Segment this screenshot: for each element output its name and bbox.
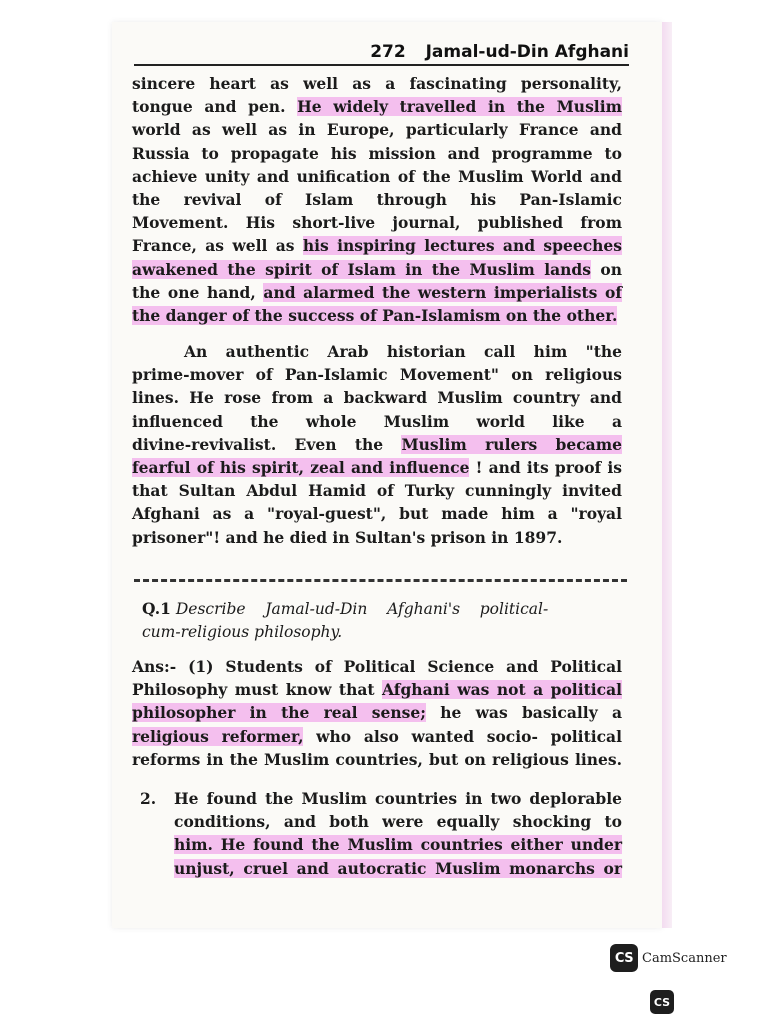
- page-edge: [662, 22, 672, 928]
- highlight: philosopher in the real sense;: [132, 703, 426, 723]
- text-line: He found the Muslim countries in two deplorable: [174, 789, 622, 808]
- text-line: fearful of his spirit, zeal and influence ! and its proof is: [132, 458, 622, 478]
- point-number: 2.: [140, 789, 157, 808]
- text-line: France, as well as his inspiring lectures and speeches: [132, 236, 623, 256]
- answer-block: [132, 655, 622, 771]
- paragraph-2: [132, 340, 622, 549]
- highlight: fearful of his spirit, zeal and influence: [132, 458, 470, 478]
- highlight: Afghani was not a political: [382, 680, 623, 700]
- text-line: [174, 833, 622, 856]
- text-line: [174, 857, 622, 880]
- text-line: that Sultan Abdul Hamid of Turky cunningly invited: [132, 481, 622, 501]
- section-divider: [134, 579, 627, 582]
- text-line: Russia to propagate his mission and programme to: [132, 143, 622, 163]
- highlight: religious reformer,: [132, 726, 304, 746]
- text-line: achieve unity and unification of the Muslim World and: [132, 166, 622, 186]
- text-line: world as well as in Europe, particularly France and: [132, 120, 622, 140]
- highlight: He widely travelled in the Muslim: [297, 97, 622, 117]
- text-line: An authentic Arab historian call him "the: [184, 342, 622, 361]
- text-line: awakened the spirit of Islam in the Muslim lands on: [132, 259, 622, 279]
- running-header: [134, 42, 629, 66]
- text-line: conditions, and both were equally shocking to: [174, 812, 622, 832]
- question-label: Q.1: [142, 599, 171, 618]
- highlight: awakened the spirit of Islam in the Muslim lands: [132, 259, 591, 279]
- highlight: unjust, cruel and autocratic Muslim monarchs or: [174, 858, 622, 878]
- camscanner-logo-icon: CS: [610, 944, 638, 972]
- camscanner-logo-icon: CS: [650, 990, 674, 1014]
- running-title: Jamal-ud-Din Afghani: [425, 42, 629, 62]
- camscanner-watermark: [610, 944, 727, 972]
- text-line: divine-revivalist. Even the Muslim rulers became: [132, 434, 622, 454]
- book-page: [112, 22, 662, 928]
- paragraph-1: [132, 72, 622, 327]
- highlight: his inspiring lectures and speeches: [302, 236, 623, 256]
- page-number: 272: [370, 42, 406, 62]
- text-line: sincere heart as well as a fascinating personality,: [132, 74, 622, 93]
- text-line: Movement. His short-live journal, published from: [132, 213, 622, 233]
- text-line: Ans:- (1) Students of Political Science and Political: [132, 657, 622, 676]
- text-line: Philosophy must know that Afghani was not a political: [132, 680, 623, 700]
- text-line: [132, 304, 622, 327]
- highlight: Muslim rulers became: [401, 434, 622, 454]
- text-line: Afghani as a "royal-guest", but made him a "royal: [132, 504, 622, 524]
- text-line: influenced the whole Muslim world like a: [132, 411, 622, 431]
- text-line: religious reformer, who also wanted socio- political: [132, 726, 622, 746]
- text-line: reforms in the Muslim countries, but on religious lines.: [132, 749, 622, 769]
- highlight: him. He found the Muslim countries either under: [174, 835, 622, 855]
- highlight: the danger of the success of Pan-Islamism on the other.: [132, 306, 618, 326]
- question-block: [142, 597, 622, 644]
- text-line: prime-mover of Pan-Islamic Movement" on religious: [132, 365, 622, 385]
- camscanner-name: CamScanner: [642, 950, 727, 966]
- text-line: the revival of Islam through his Pan-Islamic: [132, 190, 622, 210]
- text-line: prisoner"! and he died in Sultan's prison in 1897.: [132, 527, 563, 547]
- highlight: and alarmed the western imperialists of: [263, 282, 622, 302]
- text-line: the one hand, and alarmed the western imperialists of: [132, 282, 622, 302]
- text-line: tongue and pen. He widely travelled in the Muslim: [132, 97, 622, 117]
- question-text-line: cum-religious philosophy.: [142, 623, 343, 641]
- text-line: philosopher in the real sense; he was basically a: [132, 703, 622, 723]
- question-text-line: Describe Jamal-ud-Din Afghani's political-: [175, 600, 549, 618]
- text-line: lines. He rose from a backward Muslim country and: [132, 388, 622, 408]
